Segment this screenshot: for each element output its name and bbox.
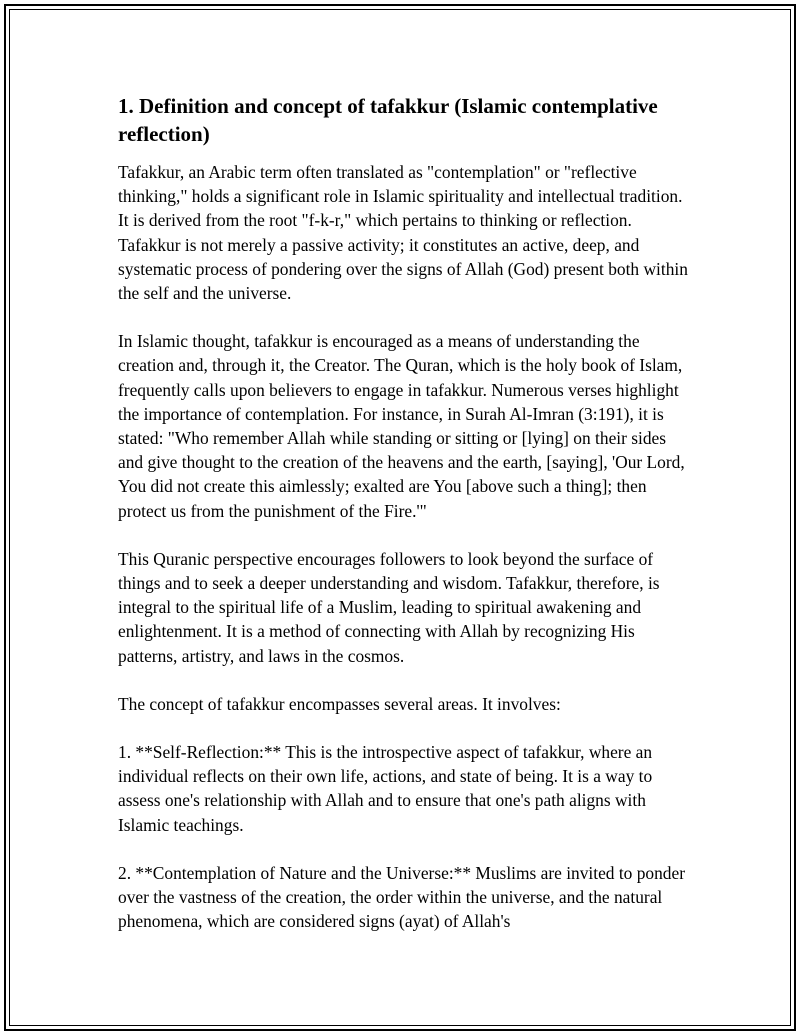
list-item-self-reflection: 1. **Self-Reflection:** This is the introspective aspect of tafakkur, where an individual reflects on their own life, actions, and state of being. It is a way to assess one's relationship with Allah and to ensure that one's path aligns with Islamic teachings. <box>118 742 653 835</box>
paragraph-areas-intro: The concept of tafakkur encompasses several areas. It involves: <box>118 693 561 714</box>
document-body <box>118 92 690 957</box>
paragraph-quranic-perspective: This Quranic perspective encourages followers to look beyond the surface of things and to seek a deeper understanding and wisdom. Tafakkur, therefore, is integral to the spiritual life of a Muslim, leading to spiritual awakening and enlightenment. It is a method of connecting with Allah by recognizing His patterns, artistry, and laws in the cosmos. <box>118 548 660 666</box>
paragraph-islamic-thought: In Islamic thought, tafakkur is encouraged as a means of understanding the creation and, through it, the Creator. The Quran, which is the holy book of Islam, frequently calls upon believers to engage in tafakkur. Numerous verses highlight the importance of contemplation. For instance, in Surah Al-Imran (3:191), it is stated: "Who remember Allah while standing or sitting or [lying] on their sides and give thought to the creation of the heavens and the earth, [saying], 'Our Lord, You did not create this aimlessly; exalted are You [above such a thing]; then protect us from the punishment of the Fire.'" <box>118 331 685 521</box>
list-item-contemplation-nature: 2. **Contemplation of Nature and the Universe:** Muslims are invited to ponder over the vastness of the creation, the order within the universe, and the natural phenomena, which are considered signs (ayat) of Allah's <box>118 862 686 932</box>
section-heading: 1. Definition and concept of tafakkur (Islamic contemplative reflection) <box>118 94 658 146</box>
paragraph-definition: Tafakkur, an Arabic term often translated as "contemplation" or "reflective thinking," holds a significant role in Islamic spirituality and intellectual tradition. It is derived from the root "f-k-r," which pertains to thinking or reflection. Tafakkur is not merely a passive activity; it constitutes an active, deep, and systematic process of pondering over the signs of Allah (God) present both within the self and the universe. <box>118 162 688 304</box>
